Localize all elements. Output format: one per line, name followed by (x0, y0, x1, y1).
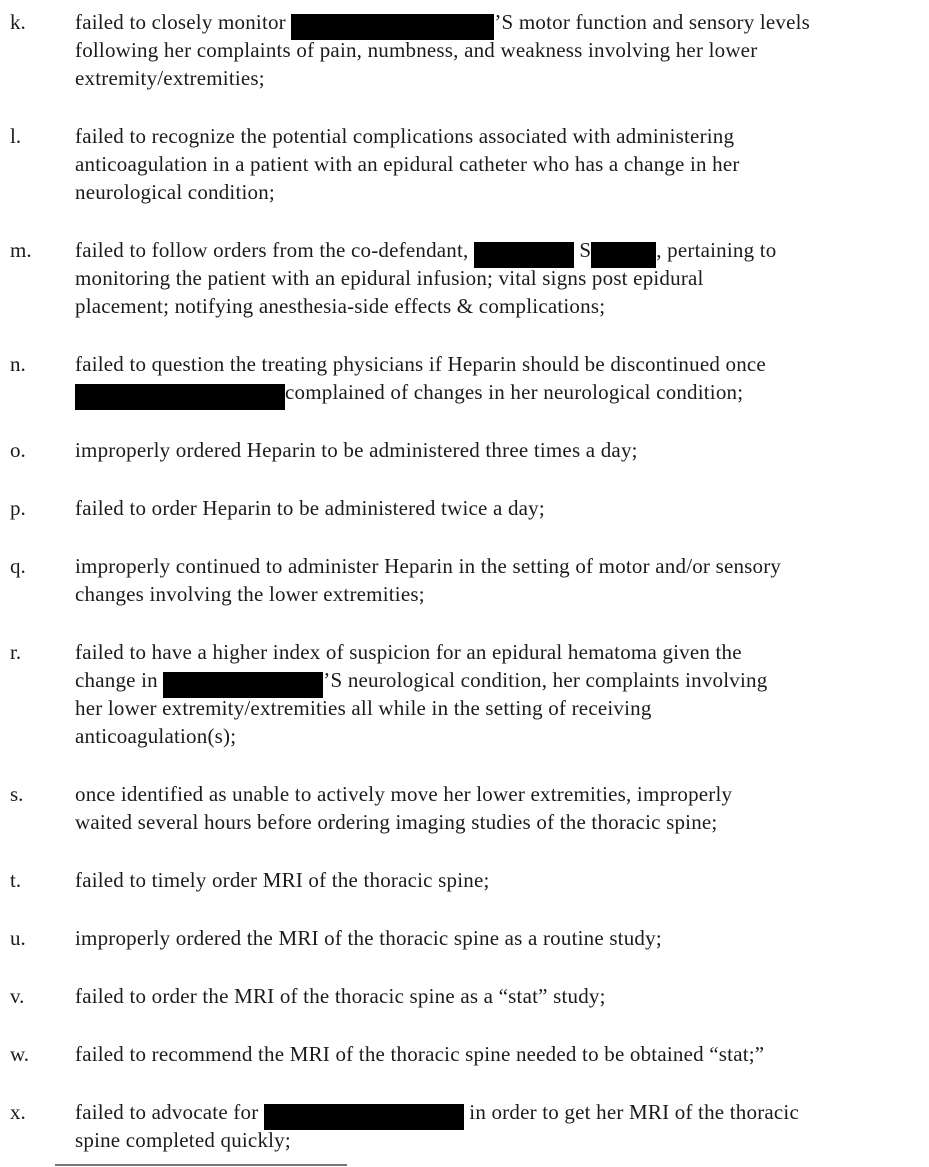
item-letter: x. (10, 1100, 26, 1124)
text-segment: failed to question the treating physicians if Heparin should be discontinued once (75, 352, 766, 376)
item-letter: u. (10, 926, 26, 950)
item-text (75, 494, 905, 522)
text-segment: extremity/extremities; (75, 66, 265, 90)
text-segment: failed to recommend the MRI of the thoracic spine needed to be obtained “stat;” (75, 1042, 765, 1066)
redaction-bar (474, 242, 574, 268)
item-letter: n. (10, 352, 26, 376)
scan-artifact-line (55, 1164, 347, 1166)
redaction-bar (163, 672, 323, 698)
item-letter: l. (10, 124, 22, 148)
item-text (75, 866, 905, 894)
text-segment: spine completed quickly; (75, 1128, 291, 1152)
text-segment: improperly ordered the MRI of the thoracic spine as a routine study; (75, 926, 662, 950)
list-item-q (0, 552, 929, 608)
list-item-s (0, 780, 929, 836)
text-segment: once identified as unable to actively move her lower extremities, improperly (75, 782, 733, 806)
item-text (75, 122, 905, 206)
list-item-k (0, 8, 929, 92)
list-item-o (0, 436, 929, 464)
text-segment: failed to recognize the potential complications associated with administering (75, 124, 735, 148)
item-text (75, 1040, 905, 1068)
list-item-v (0, 982, 929, 1010)
text-segment: improperly continued to administer Heparin in the setting of motor and/or sensory (75, 554, 782, 578)
redaction-bar (291, 14, 494, 40)
item-text (75, 982, 905, 1010)
list-item-m (0, 236, 929, 320)
redaction-bar (264, 1104, 464, 1130)
text-segment: failed to follow orders from the co-defendant, (75, 238, 474, 262)
list-item-r (0, 638, 929, 750)
text-segment: failed to closely monitor (75, 10, 292, 34)
item-letter: v. (10, 984, 25, 1008)
list-item-n (0, 350, 929, 406)
list-item-p (0, 494, 929, 522)
allegations-list (0, 8, 929, 1154)
text-segment: S (573, 238, 592, 262)
list-item-w (0, 1040, 929, 1068)
item-text (75, 638, 905, 750)
item-text (75, 236, 905, 320)
list-item-x (0, 1098, 929, 1154)
item-text (75, 350, 905, 406)
item-letter: t. (10, 868, 22, 892)
text-segment: monitoring the patient with an epidural infusion; vital signs post epidural (75, 266, 704, 290)
item-letter: k. (10, 10, 26, 34)
text-segment: complained of changes in her neurological condition; (285, 380, 744, 404)
item-text (75, 436, 905, 464)
item-letter: p. (10, 496, 26, 520)
item-letter: o. (10, 438, 26, 462)
text-segment: change in (75, 668, 164, 692)
item-text (75, 780, 905, 836)
list-item-l (0, 122, 929, 206)
text-segment: placement; notifying anesthesia-side effects & complications; (75, 294, 606, 318)
item-text (75, 1098, 905, 1154)
text-segment: anticoagulation in a patient with an epidural catheter who has a change in her (75, 152, 740, 176)
text-segment: anticoagulation(s); (75, 724, 237, 748)
item-text (75, 924, 905, 952)
text-segment: failed to timely order MRI of the thoracic spine; (75, 868, 490, 892)
text-segment: failed to order the MRI of the thoracic spine as a “stat” study; (75, 984, 606, 1008)
item-text (75, 552, 905, 608)
text-segment: following her complaints of pain, numbness, and weakness involving her lower (75, 38, 758, 62)
list-item-u (0, 924, 929, 952)
text-segment: failed to have a higher index of suspicion for an epidural hematoma given the (75, 640, 742, 664)
text-segment: in order to get her MRI of the thoracic (463, 1100, 799, 1124)
redaction-bar (591, 242, 656, 268)
item-letter: m. (10, 238, 32, 262)
text-segment: ’S neurological condition, her complaints involving (323, 668, 768, 692)
item-letter: s. (10, 782, 24, 806)
text-segment: improperly ordered Heparin to be administered three times a day; (75, 438, 638, 462)
text-segment: failed to advocate for (75, 1100, 264, 1124)
text-segment: her lower extremity/extremities all while in the setting of receiving (75, 696, 652, 720)
text-segment: waited several hours before ordering imaging studies of the thoracic spine; (75, 810, 718, 834)
text-segment: , pertaining to (656, 238, 777, 262)
text-segment: neurological condition; (75, 180, 275, 204)
text-segment: failed to order Heparin to be administered twice a day; (75, 496, 545, 520)
text-segment: changes involving the lower extremities; (75, 582, 425, 606)
text-segment: ’S motor function and sensory levels (494, 10, 811, 34)
item-letter: r. (10, 640, 22, 664)
item-letter: w. (10, 1042, 30, 1066)
redaction-bar (75, 384, 285, 410)
list-item-t (0, 866, 929, 894)
item-letter: q. (10, 554, 26, 578)
item-text (75, 8, 905, 92)
